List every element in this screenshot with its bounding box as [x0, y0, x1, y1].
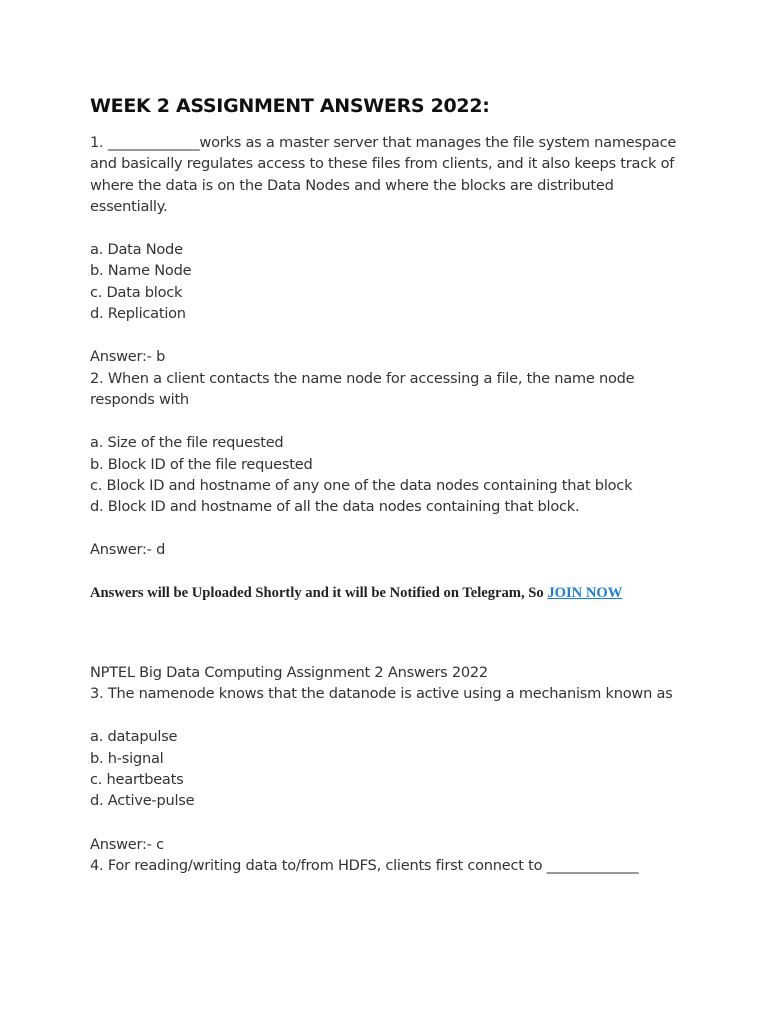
question-2-option-d: d. Block ID and hostname of all the data nodes containing that block. [90, 498, 580, 516]
question-1-option-c: c. Data block [90, 283, 183, 301]
question-2-option-c: c. Block ID and hostname of any one of the data nodes containing that block [90, 476, 633, 494]
question-3-answer: Answer:- c [90, 835, 164, 853]
question-3-option-a: a. datapulse [90, 728, 178, 746]
telegram-notice-text: Answers will be Uploaded Shortly and it will be Notified on Telegram, So [90, 584, 548, 601]
telegram-notice [90, 583, 690, 604]
page-title: WEEK 2 ASSIGNMENT ANSWERS 2022: [90, 95, 490, 117]
question-2-text: 2. When a client contacts the name node for accessing a file, the name node responds with [90, 369, 635, 408]
question-2-options [90, 432, 690, 517]
question-3-text: 3. The namenode knows that the datanode is active using a mechanism known as [90, 685, 673, 703]
question-1-option-a: a. Data Node [90, 241, 183, 259]
question-2-answer: Answer:- d [90, 541, 166, 559]
question-4-text: 4. For reading/writing data to/from HDFS, clients first connect to _____________ [90, 856, 639, 874]
document-page [90, 92, 690, 876]
question-1-text: 1. _____________works as a master server that manages the file system namespace and basically regulates access to these files from clients, and it also keeps track of where the data is on the Data Nodes and where the blocks are distributed essentially. [90, 134, 677, 215]
question-3-option-b: b. h-signal [90, 749, 164, 767]
question-1-option-b: b. Name Node [90, 262, 192, 280]
question-3-option-c: c. heartbeats [90, 770, 184, 788]
question-3-options [90, 726, 690, 811]
question-1-options [90, 239, 690, 324]
section-heading: NPTEL Big Data Computing Assignment 2 Answers 2022 [90, 663, 488, 681]
question-1-answer: Answer:- b [90, 348, 166, 366]
join-now-link[interactable]: JOIN NOW [547, 584, 623, 601]
question-2-option-a: a. Size of the file requested [90, 434, 284, 452]
question-2-option-b: b. Block ID of the file requested [90, 455, 313, 473]
question-3-option-d: d. Active-pulse [90, 792, 195, 810]
question-1-option-d: d. Replication [90, 305, 186, 323]
